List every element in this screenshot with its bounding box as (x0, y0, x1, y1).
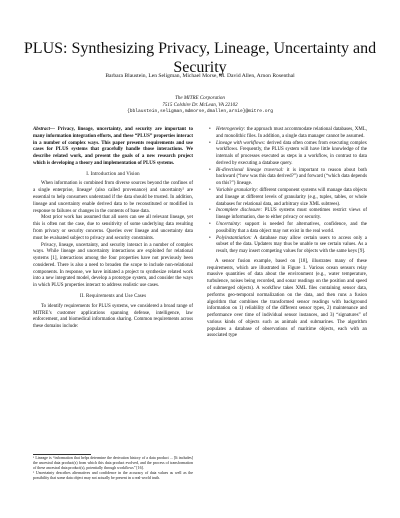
bullet-icon: • (209, 140, 211, 146)
list-item (209, 208, 367, 222)
requirement-term: Incomplete disclosure: (216, 208, 263, 214)
footnote: ² Uncertainty describes alternatives and confidence in the accuracy of data values as well as the possibility that some data object may not actually be present in a real-world truth. (33, 471, 193, 481)
paper-title: PLUS: Synthesizing Privacy, Lineage, Uncertainty and Security (23, 40, 377, 76)
requirement-term: Bi-directional lineage traversal: (216, 167, 284, 173)
bullet-icon: • (209, 188, 211, 194)
list-item (209, 127, 367, 141)
requirement-text: the approach must accommodate relational databases, XML, and monolithic files. In addition, a single data manager cannot be assumed. (216, 127, 367, 139)
requirement-text: it is important to reason about both backward (“how was this data derived?”) and forward (“which data depends on this?”) lineage. (216, 167, 367, 187)
requirement-term: Heterogeneity: (216, 127, 246, 132)
section-heading-requirements: II. Requirements and Use Cases (79, 293, 147, 299)
bullet-icon: • (209, 221, 211, 227)
right-column (207, 127, 367, 340)
requirement-term: Variable granularity: (216, 188, 259, 194)
list-item (209, 167, 367, 188)
intro-paragraph: Most prior work has assumed that all users can see all relevant lineage, yet this is often not the case, due to sensitivity of some underlying data resulting from privacy or security concerns. Queries over lineage and uncertainty data must be evaluated subject to privacy and security constraints. (33, 215, 193, 241)
requirement-text: derived data often comes from executing complex workflows. Frequently, the PLUS system will have little knowledge of the internals of processes executed as steps in a workflow, in contrast to data derived by executing a database query. (216, 140, 367, 166)
requirement-text: support is needed for alternatives, confidence, and the possibility that a data object may not exist in the real world. (216, 221, 367, 234)
requirements-list (207, 127, 367, 256)
list-item (209, 221, 367, 236)
requirement-term: Lineage with workflows: (216, 140, 266, 146)
list-item (209, 235, 367, 256)
footnotes (33, 456, 193, 481)
requirement-term: Polyinstantiation: (216, 235, 252, 241)
author-emails: {bblaustein,seligman,mdmorse,dmallen,arnie}@mitre.org (126, 109, 274, 115)
footnote-rule (33, 454, 91, 455)
list-item (209, 140, 367, 168)
sensor-fusion-paragraph: A sensor fusion example, based on [18], illustrates many of these requirements, which are illustrated in Figure 1. Various ocean sensors relay massive quantities of data about the environment (e.g., water temperature, turbulence, noises being recorded, and sonar readings on the position and speed of submerged objects). A workflow takes XML files containing sensor data, performs geo-temporal normalization on the data, and then runs a fusion algorithm that combines the transformed sensor readings with background information on 1) reliability of the different sensor types, 2) maintenance and performance over time of individual sensor instances, and 3) “signatures” of various kinds of objects such as animals and submarines. The algorithm populates a database of observations of maritime objects, each with an associated type (207, 258, 367, 339)
affiliation-org: The MITRE Corporation (175, 96, 225, 101)
abstract-text: — Privacy, lineage, uncertainty, and security are important to many information integration efforts, and these “PLUS” properties interact in a number of complex ways. This paper presents requirements and use cases for PLUS systems that gracefully handle those interactions. We describe related work, and present the goals of a new research project which is developing a theory and implementation of PLUS systems. (33, 127, 193, 166)
requirements-paragraph: To identify requirements for PLUS systems, we considered a broad range of MITRE’s customer applications spanning defense, intelligence, law enforcement, and biomedical information sharing. Common requirements across these domains include: (33, 303, 193, 330)
requirement-text: PLUS systems must sometimes restrict views of lineage information, due to either privacy or security. (216, 208, 367, 221)
requirement-text: A database may allow certain users to access only a subset of the data. Updaters may thus be unable to see certain values. As a result, they may insert competing values for objects with the same keys [9]. (216, 235, 367, 255)
abstract (33, 127, 193, 168)
bullet-icon: • (209, 235, 211, 241)
author-list: Barbara Blaustein, Len Seligman, Michael Morse, M. David Allen, Arnon Rosenthal (105, 73, 295, 79)
intro-paragraph: When information is combined from diverse sources beyond the confines of a single enterprise, lineage¹ (also called provenance) and uncertainty² are essential to help consumers understand if the data should be trusted. In addition, lineage and uncertainty enable derived data to be reconstituted or modified in response to failures or changes in the contents of base data. (33, 181, 193, 214)
affiliation-address: 7515 Colshire Dr. McLean, VA 22102 (162, 102, 238, 108)
bullet-icon: • (209, 127, 211, 132)
requirement-term: Uncertainty: (216, 221, 242, 227)
section-heading-intro: I. Introduction and Vision (86, 171, 140, 177)
footnote: ¹ Lineage is “information that helps determine the derivation history of a data product ... [It includes] the ancestral data product(s) from which this data product evolved, and the process of transformation of these ancestral data product(s), potentially through workflows” [16]. (33, 456, 193, 471)
bullet-icon: • (209, 208, 211, 214)
requirement-text: different component systems will manage data objects and lineage at different levels of granularity (e.g., tuples, tables, or whole databases for relational data, and arbitrary size XML subtrees). (216, 188, 367, 207)
abstract-label: Abstract (33, 127, 51, 132)
list-item (209, 188, 367, 208)
left-column (33, 127, 193, 331)
intro-paragraph: Privacy, lineage, uncertainty, and security interact in a number of complex ways. While lineage and uncertainty interactions are exploited for relational systems [1], interactions among the four properties have not previously been considered. There is also a need to broaden the scope to include non-relational components. In response, we have initiated a project to synthesize related work into a new integrated model, develop a prototype system, and consider the ways in which PLUS properties interact to address realistic use cases. (33, 242, 193, 289)
affiliation (20, 96, 380, 116)
bullet-icon: • (209, 167, 211, 173)
